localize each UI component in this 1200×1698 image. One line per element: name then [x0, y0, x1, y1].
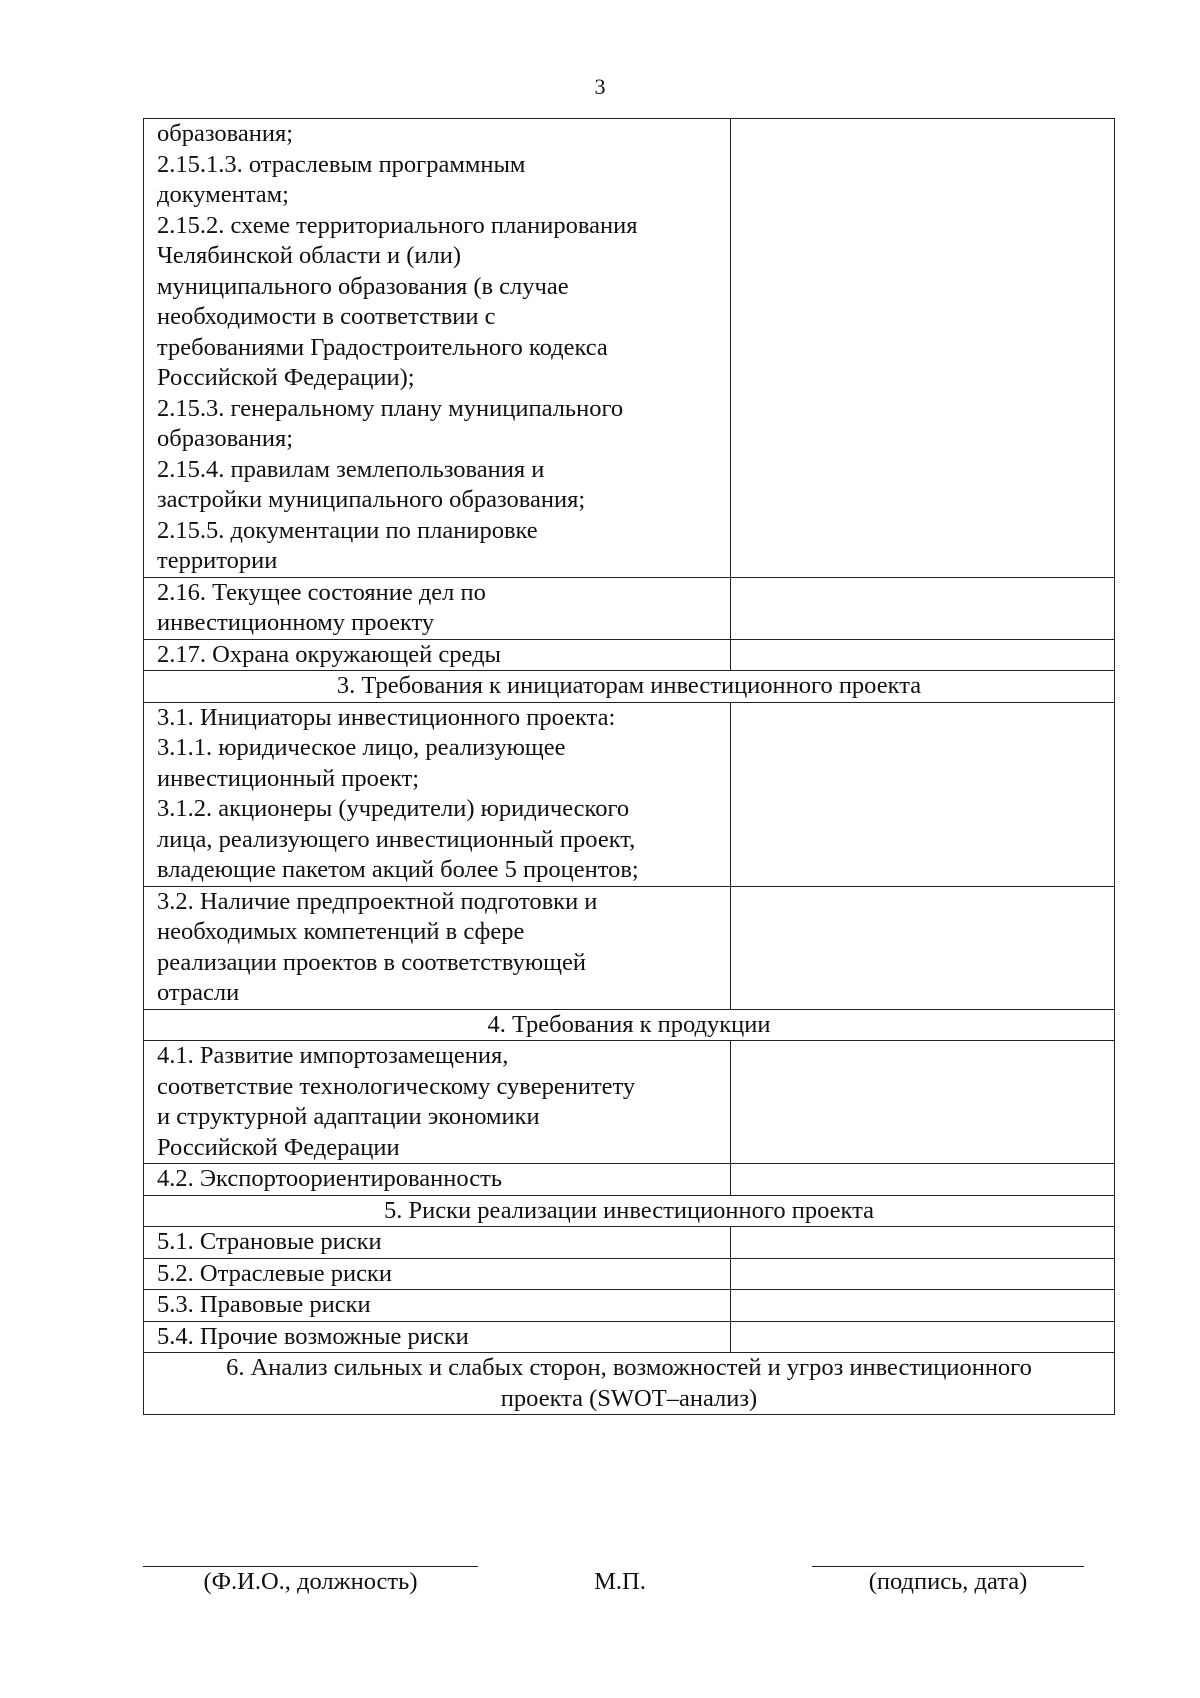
signature-date-line	[812, 1566, 1084, 1567]
row-value-cell	[731, 1164, 1115, 1196]
section-row	[144, 671, 1115, 703]
section-row	[144, 1353, 1115, 1415]
table-row	[144, 639, 1115, 671]
row-value-cell	[731, 702, 1115, 886]
row-value-cell	[731, 1290, 1115, 1322]
row-value-cell	[731, 1321, 1115, 1353]
name-signature-line	[143, 1566, 478, 1567]
row-label: 4.2. Экспортоориентированность	[144, 1164, 731, 1196]
section-heading: 3. Требования к инициаторам инвестиционного проекта	[144, 671, 1115, 703]
name-position-caption: (Ф.И.О., должность)	[203, 1568, 418, 1595]
table-row	[144, 1321, 1115, 1353]
row-label: 4.1. Развитие импортозамещения, соответствие технологическому суверенитету и структурной адаптации экономики Российской Федерации	[144, 1041, 731, 1164]
row-value-cell	[731, 1041, 1115, 1164]
row-value-cell	[731, 1258, 1115, 1290]
row-value-cell	[731, 639, 1115, 671]
table-row	[144, 1290, 1115, 1322]
row-label: 2.16. Текущее состояние дел по инвестиционному проекту	[144, 577, 731, 639]
section-heading: 6. Анализ сильных и слабых сторон, возможностей и угроз инвестиционного проекта (SWOT–анализ)	[144, 1353, 1115, 1415]
signature-date-caption: (подпись, дата)	[868, 1568, 1028, 1595]
section-heading: 4. Требования к продукции	[144, 1009, 1115, 1041]
section-row	[144, 1195, 1115, 1227]
row-label: 5.1. Страновые риски	[144, 1227, 731, 1259]
page-number: 3	[594, 74, 606, 99]
table-row	[144, 886, 1115, 1009]
row-value-cell	[731, 577, 1115, 639]
row-label: 5.4. Прочие возможные риски	[144, 1321, 731, 1353]
table-row	[144, 1041, 1115, 1164]
row-label: 3.1. Инициаторы инвестиционного проекта: 3.1.1. юридическое лицо, реализующее инвестиционный проект; 3.1.2. акционеры (учредители) юридического лица, реализующего инвестиционный проект, владеющие пакетом акций более 5 процентов;	[144, 702, 731, 886]
section-heading: 5. Риски реализации инвестиционного проекта	[144, 1195, 1115, 1227]
row-label: 5.2. Отраслевые риски	[144, 1258, 731, 1290]
table-row	[144, 119, 1115, 578]
row-value-cell	[731, 119, 1115, 578]
table-row	[144, 1258, 1115, 1290]
section-row	[144, 1009, 1115, 1041]
table-row	[144, 702, 1115, 886]
row-value-cell	[731, 886, 1115, 1009]
table-row	[144, 577, 1115, 639]
row-value-cell	[731, 1227, 1115, 1259]
row-label: 3.2. Наличие предпроектной подготовки и необходимых компетенций в сфере реализации проектов в соответствующей отрасли	[144, 886, 731, 1009]
row-label: 2.17. Охрана окружающей среды	[144, 639, 731, 671]
row-label: образования; 2.15.1.3. отраслевым программным документам; 2.15.2. схеме территориального планирования Челябинской области и (или) муниципального образования (в случае необходимости в соответствии с требованиями Градостроительного кодекса Российской Федерации); 2.15.3. генеральному плану муниципального образования; 2.15.4. правилам землепользования и застройки муниципального образования; 2.15.5. документации по планировке территории	[144, 119, 731, 578]
table-row	[144, 1164, 1115, 1196]
table-row	[144, 1227, 1115, 1259]
investment-project-table	[143, 118, 1115, 1415]
row-label: 5.3. Правовые риски	[144, 1290, 731, 1322]
seal-caption: М.П.	[594, 1568, 646, 1595]
